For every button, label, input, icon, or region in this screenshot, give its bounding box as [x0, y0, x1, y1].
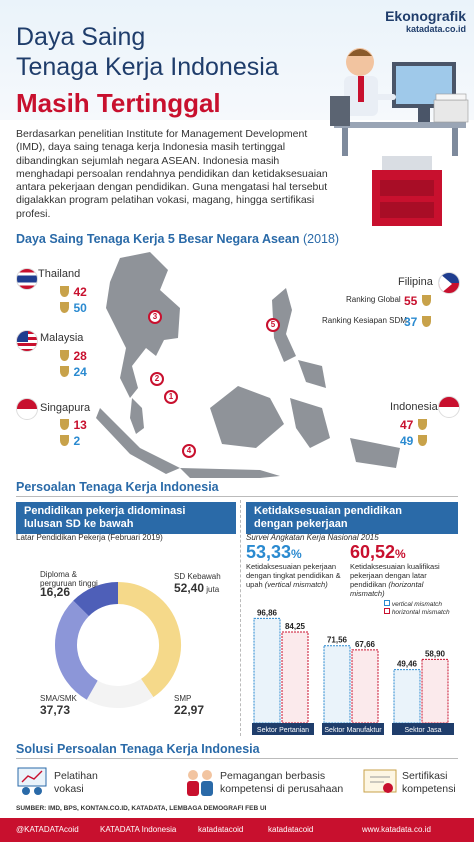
filipina-ready: 37	[404, 313, 431, 331]
brand-name: Ekonografik	[385, 8, 466, 24]
map-pin-indonesia: 4	[182, 444, 196, 458]
map-pin-thailand: 3	[148, 310, 162, 324]
medal-icon	[60, 419, 69, 430]
flag-malaysia	[16, 330, 38, 352]
footer-twitter[interactable]: @KATADATAcoid	[16, 825, 79, 834]
donut-slice-1	[92, 688, 147, 697]
bar-2-1	[422, 659, 448, 723]
flag-singapura	[16, 398, 38, 420]
bar-label-1-0: 71,56	[326, 635, 348, 645]
internship-icon	[182, 766, 218, 798]
donut-slice-0	[118, 593, 170, 688]
malaysia-ready: 24	[60, 363, 87, 381]
medal-icon	[422, 316, 431, 327]
medal-icon	[422, 295, 431, 306]
singapura-global: 13	[60, 416, 87, 434]
box1-subtitle: Latar Pendidikan Pekerja (Februari 2019)	[16, 533, 163, 542]
indonesia-ready: 49	[400, 432, 427, 450]
footer-instagram[interactable]: katadatacoid	[198, 825, 244, 834]
vertical-pct: 53,33%	[246, 542, 302, 562]
bar-label-2-0: 49,46	[396, 659, 418, 669]
box2-subtitle: Survei Angkatan Kerja Nasional 2015	[246, 533, 379, 542]
divider	[16, 758, 458, 759]
malaysia-global: 28	[60, 347, 87, 365]
footer-bar	[0, 818, 474, 842]
horizontal-pct: 60,52%	[350, 542, 406, 562]
bar-label-1-1: 67,66	[354, 639, 376, 649]
bar-label-0-1: 84,25	[284, 622, 306, 632]
category-label-1: Sektor Manufaktur	[324, 727, 382, 734]
bar-label-2-1: 58,90	[424, 649, 446, 659]
solusi-item-2: Pemagangan berbasis kompetensi di perusahaan	[220, 770, 344, 795]
asean-map	[60, 248, 410, 478]
country-name-singapura: Singapura	[40, 402, 91, 414]
intro-paragraph: Berdasarkan penelitian Institute for Management Development (IMD), daya saing tenaga kerja Indonesia masih tertinggal dibandingkan sejumlah negara ASEAN. Indonesia masih menghadapi persoalan rendahnya pendidikan dan ketidaksesuaian antara pekerjaan dengan pendidikan. Guna mengatasi hal tersebut digalakkan program pelatihan vokasi, magang, hingga sertifikasi profesi.	[16, 128, 328, 220]
worker-illustration	[322, 36, 472, 156]
thailand-global: 42	[60, 283, 87, 301]
bar-legend: vertical mismatch horizontal mismatch	[384, 600, 450, 616]
country-name-filipina: Filipina	[398, 276, 433, 288]
bar-chart	[240, 595, 474, 740]
legend-ranking-global: Ranking Global	[346, 295, 401, 304]
title-line-2: Tenaga Kerja Indonesia	[16, 53, 279, 81]
bar-0-1	[282, 632, 308, 723]
brand-sub: katadata.co.id	[405, 24, 466, 34]
footer-youtube[interactable]: katadatacoid	[268, 825, 314, 834]
divider	[16, 496, 458, 497]
donut-label-sma: SMA/SMK 37,73	[40, 694, 77, 717]
bar-0-0	[254, 618, 280, 723]
horizontal-desc: Ketidaksesuaian kualifikasi pekerjaan dengan latar pendidikan (horizontal mismatch)	[350, 562, 440, 598]
cabinet-illustration	[352, 150, 462, 230]
flag-filipina	[438, 272, 460, 294]
vertical-desc: Ketidaksesuaian pekerjaan dengan tingkat pendidikan & upah (vertical mismatch)	[246, 562, 341, 589]
donut-slice-2	[66, 608, 92, 690]
donut-label-sd: SD Kebawah 52,40 juta	[174, 572, 221, 595]
thailand-ready: 50	[60, 299, 87, 317]
country-name-indonesia: Indonesia	[390, 401, 438, 413]
solusi-item-1: Pelatihan vokasi	[54, 770, 98, 795]
category-label-2: Sektor Jasa	[404, 727, 442, 734]
medal-icon	[60, 366, 69, 377]
map-pin-filipina: 5	[266, 318, 280, 332]
medal-icon	[60, 435, 69, 446]
title-line-1: Daya Saing	[16, 23, 146, 51]
flag-indonesia	[438, 396, 460, 418]
persoalan-title: Persoalan Tenaga Kerja Indonesia	[16, 480, 219, 494]
filipina-global: 55	[404, 292, 431, 310]
donut-label-smp: SMP 22,97	[174, 694, 205, 717]
rank-section-title: Daya Saing Tenaga Kerja 5 Besar Negara Asean (2018)	[16, 232, 340, 246]
singapura-ready: 2	[60, 432, 80, 450]
title-line-3: Masih Tertinggal	[16, 88, 221, 118]
bar-2-0	[394, 670, 420, 723]
medal-icon	[418, 419, 427, 430]
bar-1-0	[324, 646, 350, 723]
training-icon	[14, 766, 50, 798]
certificate-icon	[362, 766, 398, 798]
category-label-0: Sektor Pertanian	[256, 727, 310, 734]
bar-label-0-0: 96,86	[256, 608, 278, 618]
box2-title: Ketidaksesuaian pendidikan dengan pekerjaan	[246, 502, 458, 534]
donut-label-diploma: Diploma & perguruan tinggi 16,26	[40, 570, 98, 599]
bar-1-1	[352, 650, 378, 723]
map-pin-malaysia: 2	[150, 372, 164, 386]
solusi-item-3: Sertifikasi kompetensi	[402, 770, 456, 795]
medal-icon	[60, 286, 69, 297]
legend-ranking-ready: Ranking Kesiapan SDM	[322, 316, 407, 325]
source-text: SUMBER: IMD, BPS, KONTAN.CO.ID, KATADATA, LEMBAGA DEMOGRAFI FEB UI	[16, 805, 267, 812]
medal-icon	[418, 435, 427, 446]
indonesia-global: 47	[400, 416, 427, 434]
footer-website[interactable]: www.katadata.co.id	[362, 825, 431, 834]
brand-logo	[385, 8, 466, 34]
box1-title: Pendidikan pekerja didominasi lulusan SD ke bawah	[16, 502, 236, 534]
medal-icon	[60, 302, 69, 313]
country-name-malaysia: Malaysia	[40, 332, 84, 344]
map-pin-singapura: 1	[164, 390, 178, 404]
footer-facebook[interactable]: KATADATA Indonesia	[100, 825, 177, 834]
solusi-title: Solusi Persoalan Tenaga Kerja Indonesia	[16, 742, 260, 756]
country-name-thailand: Thailand	[38, 268, 81, 280]
flag-thailand	[16, 268, 38, 290]
medal-icon	[60, 350, 69, 361]
